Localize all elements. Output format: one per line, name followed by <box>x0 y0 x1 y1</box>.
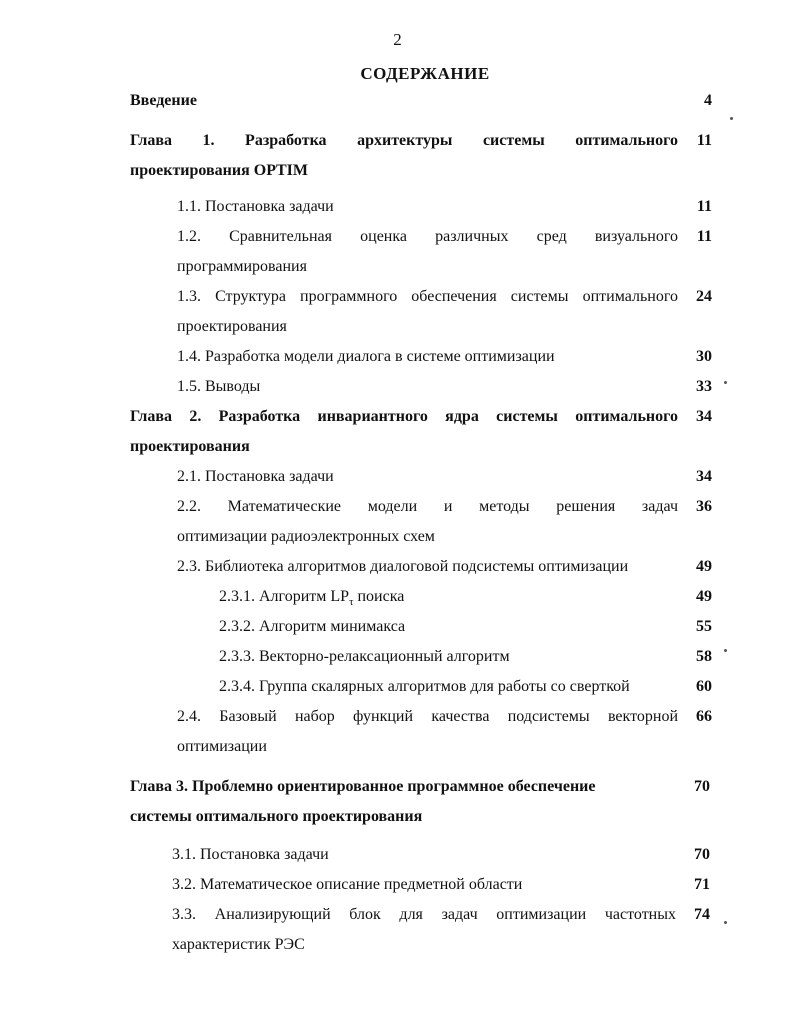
scan-speck <box>724 649 727 652</box>
toc-entry-title: 1.1. Постановка задачи <box>177 198 334 215</box>
toc-entry-page: 74 <box>694 906 710 923</box>
toc-entry-title: Введение <box>130 92 197 109</box>
toc-entry-title: 2.3. Библиотека алгоритмов диалоговой подсистемы оптимизации <box>177 558 629 575</box>
toc-entry-page: 71 <box>694 876 710 893</box>
scan-speck <box>724 921 727 924</box>
toc-entry-title: Глава 2. Разработка инвариантного ядра системы оптимального проектирования <box>130 408 678 455</box>
toc-entry-page: 34 <box>696 468 712 485</box>
toc-entry-title: 2.3.2. Алгоритм минимакса <box>219 618 406 635</box>
toc-entry-page: 11 <box>696 132 712 149</box>
toc-entry-page: 11 <box>696 198 712 215</box>
toc-entry-chapter-2 <box>130 402 712 462</box>
toc-entry-chapter-1 <box>130 126 712 186</box>
scan-speck <box>730 117 733 120</box>
toc-entry-title: Глава 1. Разработка архитектуры системы оптимального проектирования OPTIM <box>130 132 678 179</box>
toc-entry-title: 2.3.3. Векторно-релаксационный алгоритм <box>219 648 510 665</box>
toc-entry-page: 11 <box>696 228 712 245</box>
toc-entry-title: 1.3. Структура программного обеспечения системы оптимального проектирования <box>177 288 678 335</box>
toc-entry-page: 55 <box>696 618 712 635</box>
toc-entry-page: 36 <box>696 498 712 515</box>
page-title: СОДЕРЖАНИЕ <box>360 64 490 83</box>
toc-entry-3-3 <box>172 900 710 960</box>
toc-entry-1-2 <box>177 222 712 282</box>
toc-entry-page: 33 <box>696 378 712 395</box>
toc-entry-page: 4 <box>704 92 712 109</box>
toc-entry-title: 3.1. Постановка задачи <box>172 846 329 863</box>
toc-entry-page: 49 <box>696 588 712 605</box>
toc-entry-2-3-4 <box>219 672 712 702</box>
toc-entry-page: 49 <box>696 558 712 575</box>
toc-entry-page: 30 <box>696 348 712 365</box>
toc-entry-title: Глава 3. Проблемно ориентированное программное обеспечение системы оптимального проектирования <box>130 778 596 825</box>
toc-entry-page: 24 <box>696 288 712 305</box>
toc-entry-title: 3.3. Анализирующий блок для задач оптимизации частотных характеристик РЭС <box>172 906 676 953</box>
toc-entry-title: 3.2. Математическое описание предметной области <box>172 876 523 893</box>
toc-entry-chapter-3 <box>130 772 710 832</box>
toc-entry-2-1 <box>177 462 712 492</box>
toc-entry-1-4 <box>177 342 712 372</box>
toc-entry-2-3-3 <box>219 642 712 672</box>
toc-entry-page: 66 <box>696 708 712 725</box>
toc-entry-title: 2.1. Постановка задачи <box>177 468 334 485</box>
toc-entry-2-4 <box>177 702 712 762</box>
toc-entry-page: 58 <box>696 648 712 665</box>
toc-entry-title: 2.4. Базовый набор функций качества подсистемы векторной оптимизации <box>177 708 678 755</box>
toc-entry-title: 1.5. Выводы <box>177 378 261 395</box>
toc-entry-title: 2.3.1. Алгоритм $LP_\tau$ поиска <box>219 588 405 609</box>
toc-entry-1-1 <box>177 192 712 222</box>
toc-entry-2-3-2 <box>219 612 712 642</box>
toc-entry-page: 70 <box>694 778 710 795</box>
toc-entry-2-3-1 <box>219 582 712 612</box>
toc-entry-2-2 <box>177 492 712 552</box>
toc-entry-3-1 <box>172 840 710 870</box>
toc-entry-1-5 <box>177 372 712 402</box>
toc-entry-page: 34 <box>696 408 712 425</box>
toc-entry-intro <box>130 86 712 116</box>
toc-entry-3-2 <box>172 870 710 900</box>
toc-entry-1-3 <box>177 282 712 342</box>
toc-entry-page: 60 <box>696 678 712 695</box>
toc-entry-title: 1.2. Сравнительная оценка различных сред визуального программирования <box>177 228 678 275</box>
toc-entry-title: 2.3.4. Группа скалярных алгоритмов для работы со сверткой <box>219 678 630 695</box>
toc-entry-title: 2.2. Математические модели и методы решения задач оптимизации радиоэлектронных схем <box>177 498 678 545</box>
page-number: 2 <box>393 30 402 49</box>
scan-speck <box>724 381 727 384</box>
toc-entry-2-3 <box>177 552 712 582</box>
toc-entry-title: 1.4. Разработка модели диалога в системе оптимизации <box>177 348 555 365</box>
toc-entry-page: 70 <box>694 846 710 863</box>
